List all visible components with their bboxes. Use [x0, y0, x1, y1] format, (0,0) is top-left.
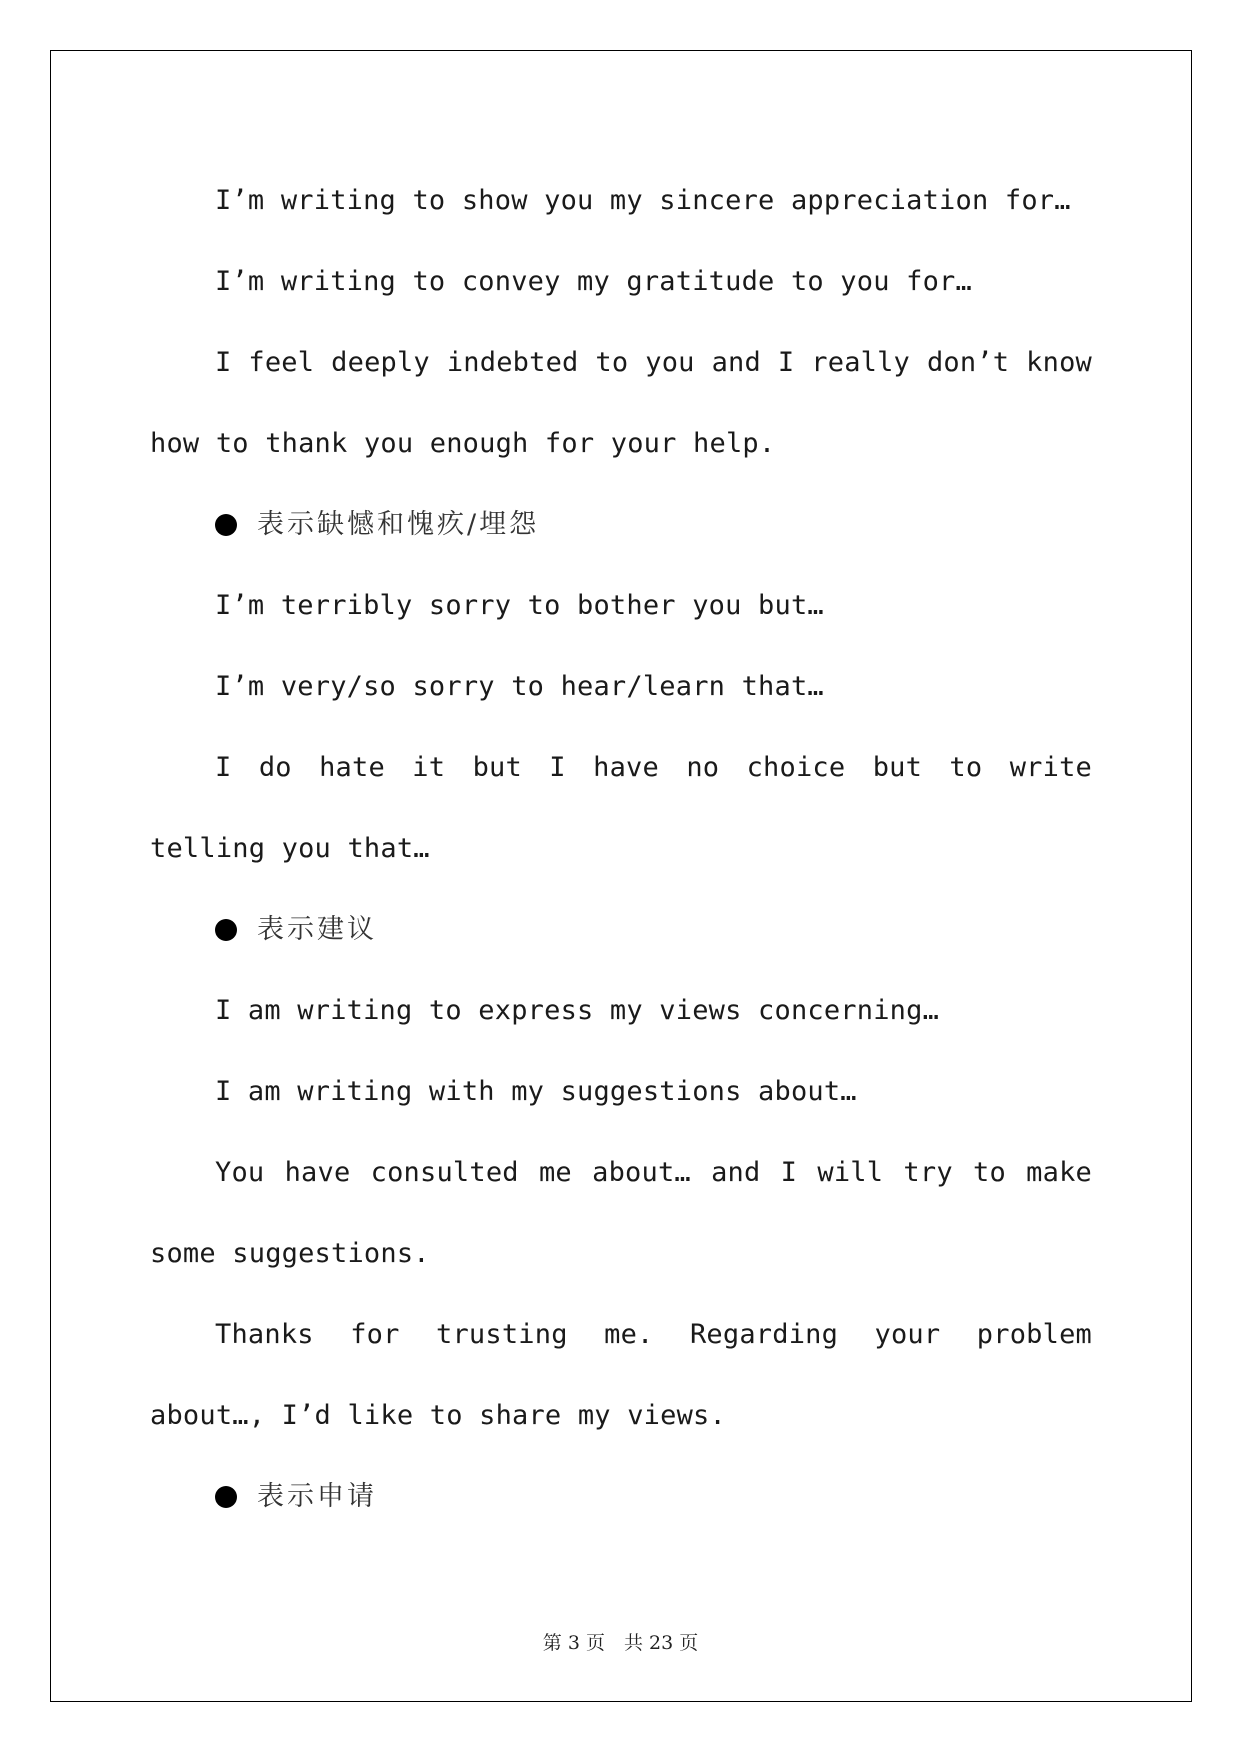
- section-heading-suggestion: [150, 889, 1092, 970]
- section-heading-text: 表示缺憾和愧疚/埋怨: [257, 509, 540, 540]
- paragraph: Thanks for trusting me. Regarding your problem about…, I’d like to share my views.: [150, 1319, 1092, 1431]
- paragraph: You have consulted me about… and I will try to make some suggestions.: [150, 1157, 1092, 1269]
- paragraph: I am writing with my suggestions about…: [215, 1076, 857, 1107]
- paragraph: I do hate it but I have no choice but to write telling you that…: [150, 752, 1092, 864]
- paragraph: I’m writing to show you my sincere appreciation for…: [215, 185, 1071, 216]
- bullet-icon: [215, 1486, 237, 1508]
- bullet-icon: [215, 514, 237, 536]
- paragraph: I’m very/so sorry to hear/learn that…: [215, 671, 824, 702]
- page-footer: 第 3 页 共 23 页: [542, 1632, 699, 1654]
- paragraph: I’m writing to convey my gratitude to you for…: [215, 266, 972, 297]
- section-heading-application: [150, 1456, 1092, 1537]
- paragraph: I am writing to express my views concerning…: [215, 995, 940, 1026]
- paragraph: I’m terribly sorry to bother you but…: [215, 590, 824, 621]
- bullet-icon: [215, 919, 237, 941]
- section-heading-apology: [150, 484, 1092, 565]
- section-heading-text: 表示建议: [257, 914, 377, 945]
- paragraph: I feel deeply indebted to you and I really don’t know how to thank you enough for your help.: [150, 347, 1092, 459]
- document-body: [150, 160, 1092, 1537]
- section-heading-text: 表示申请: [257, 1481, 377, 1512]
